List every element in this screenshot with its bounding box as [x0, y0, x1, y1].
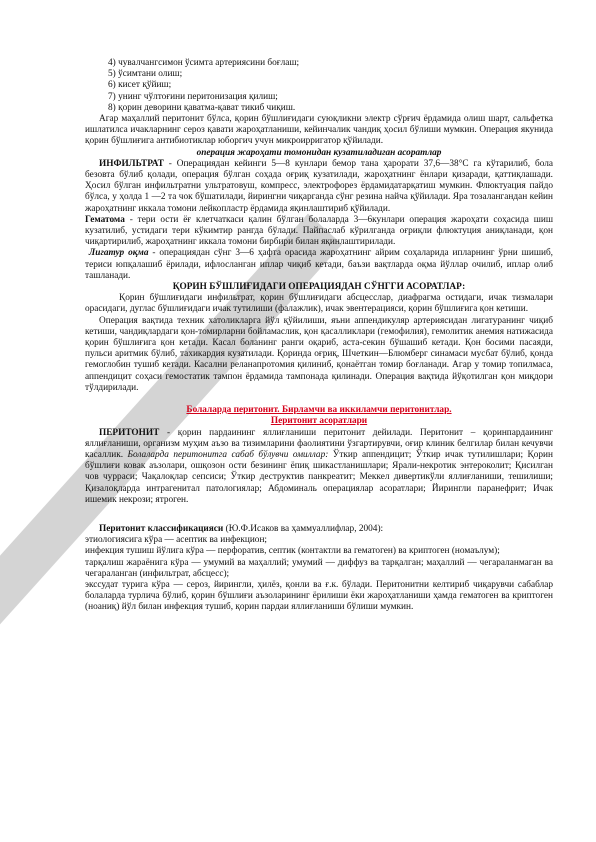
list-item: 7) унинг чўлтоғини перитонизация қилиш; [108, 91, 278, 102]
infiltrat-text: - Операциядан кейинги 5—8 кунлари бемор тана ҳарорати 37,6—38°С га кўтарилиб, бола безовта бўлиб қолади, операция бўлган соҳада оғриқ кузатилади, жароҳатнинг ёнлари қизаради, қаттиқлашади. Ҳосил бўлган инфильтратни ультратовуш, компресс, электрофорез ёрдамидатарқатиш мумкин. Флюктуация пайдо бўлса, у ҳолда 1 —2 та чок бўшатилади, йирингни чиқарганда сўнг резина найча қўйилади. Яра тозалангандан кейин жароҳатнинг иккала томони лейкопластр ёрдамида яқинлаштириб қўйилади. [85, 158, 553, 214]
heading-late-complications: ҚОРИН БЎШЛИҒИДАГИ ОПЕРАЦИЯДАН СЎНГГИ АСОРАТЛАР: [172, 282, 466, 293]
gematoma-text: - тери ости ёғ клетчаткаси қалин бўлган болаларда 3—6кунлари операция жароҳати соҳасида шиш кузатилиб, устидаги тери кўкимтир рангда бўлади. Пайпаслаб кўрилганда оғриқли флюктуция аниқланади, қон чиқартирилиб, жароҳатнинг иккала томони бирбири билан яқинлаштирилади. [85, 214, 553, 248]
paragraph-gematoma [85, 215, 553, 249]
paragraph-local-peritonitis: Агар маҳаллий перитонит бўлса, қорин бўшлиғидаги суюқликни электр сўрғич ёрдамида олиш шарт, сальфетка ишлатилса ичакларнинг сероз қавати жароҳатланиши, кейинчалик чандиқ ҳосил бўлиши мумкин. Операция якунида қорин бўшлиғига антибиотиклар юборгич учун микроирригатор қўйилади. [85, 114, 553, 147]
peritonit-causes-label: Болаларда перитонитга сабаб бўлувчи омиллар: [127, 449, 329, 460]
spacer [85, 394, 553, 405]
classification-source: (Ю.Ф.Исаков ва ҳаммуаллифлар, 2004): [223, 523, 384, 534]
paragraph-bleeding: Операция вақтида техник хатоликларга йўл қўйилиши, яъни аппендикуляр артериясидан лигатуранинг чиқиб кетиши, чандиқлардаги қон-томирларни бойламаслик, қон қасалликлари (гемофилия), гемолитик анемия натижасида қорин бўшлиғига қон кетади. Касал боланинг ранги оқариб, аста-секин бўшашиб кетади. Қон босими пасаяди, пульси аритмик бўлиб, тахикардия кузатилади. Қоринда оғриқ, Шчеткин—Блюмберг синамаси мусбат бўлиб, қонда гемоглобин тушиб кетади. Касални реланапротомия қилиниб, қонаётган томир боғланади. Агар у томир топилмаса, аппендицит соҳаси гемостатик тампон ёрдамида тампонада қилинади. Операция вақтида йўқотилган қон миқдори тўлдирилади. [85, 315, 553, 393]
list-item: 8) қорин деворини қаватма-қават тикиб чиқиш. [108, 102, 296, 113]
red-title-peritonitis: Болаларда перитонит. Бирламчи ва иккиламчи перитонитлар. [186, 405, 452, 416]
spacer [85, 506, 553, 524]
subheading-wound-complications: операция жароҳати томонидан кузатиладиган асоратлар [196, 147, 442, 158]
term-gematoma: Гематома [85, 214, 125, 225]
paragraph-infiltrat [85, 159, 553, 215]
ligatur-text: - операциядан сўнг 3—6 ҳафта орасида жароҳатнинг айрим соҳаларида ипларнинг ўрни шишиб, териси юпқалашиб ёрилади, ифлосланган иплар чиқиб кетади, баъзи вақтларда оқма йўллар очилиб, иплар олиб ташланади. [85, 248, 554, 281]
term-ligatur: Лигатур оқма [88, 248, 149, 259]
list-item: 5) ўсимтани олиш; [108, 69, 183, 80]
peritonit-text: - қорин пардаининг яллиғланиши перитонит дейилади. Перитонит – қоринпардаининг яллиғланиши, организм муҳим аъзо ва тизимларини фаолиятини ўзгартирувчи, оғир клиник белгилар билан кечувчи касаллик. [85, 427, 553, 460]
classification-line: экссудат турига кўра — сероз, йирингли, ҳилёз, қонли ва ғ.к. бўлади. Перитонитни келтириб чиқарувчи сабаблар болаларда турлича бўлиб, қорин бўшлиғи аъзоларининг ёрилиши ёки жароҳатланиши ҳамда гематоген ва криптоген (ноаниқ) йўл билан инфекция тушиб, қорин пардаи яллиғланиши бўлиши мумкин. [85, 579, 553, 613]
term-peritonit: ПЕРИТОНИТ [99, 427, 160, 438]
paragraph-ligatur [85, 248, 553, 282]
peritonit-causes: Ўткир аппендицит; Ўткир ичак тутилишлари; Қорин бўшлиғи ковак аъзолари, ошқозон ости безининг ёпиқ шикастланишлари; Ярали-некротик энтероколит; Қисилган чов чурраси; Чақалоқлар сепсиси; Ўткир деструктив панкреатит; Меккел дивертикўли яллиғланиши, тешилиши; Қизалоқларда интрагенитал патологиялар; Абдоминаль операциялар асоратлари; Йирингли паранефрит; Ичак ишемик некрози; ятроген. [85, 449, 553, 505]
classification-line: тарқалиш жараёнига кўра — умумий ва маҳаллий; умумий — диффуз ва тарқалган; маҳаллий — чегараланмаган ва чегараланган (инфильтрат, абсцесс); [85, 557, 553, 579]
list-item: 6) кисет қўйиш; [108, 80, 172, 91]
term-classification: Перитонит классификацияси [99, 523, 224, 534]
paragraph-late-list: Қорин бўшлиғидаги инфильтрат, қорин бўшлиғидаги абсцесслар, диафрагма остидаги, ичак тизмалари орасидаги, дуглас бўшлиғидаги ичак тутилиши (фалажлик), ичак эвентерацияси, қорин бўшлиғига қон кетиши. [85, 293, 553, 315]
list-item: 4) чувалчангсимон ўсимта артериясини боғлаш; [108, 58, 300, 68]
classification-line: этиологиясига кўра — асептик ва инфекцион; [85, 535, 267, 546]
document-page [85, 58, 553, 614]
term-infiltrat: ИНФИЛЬТРАТ [99, 158, 164, 169]
paragraph-classification-title [85, 524, 553, 535]
paragraph-peritonit [85, 428, 553, 506]
operation-steps-list [85, 58, 553, 114]
red-title-complications: Перитонит асоратлари [270, 416, 368, 427]
classification-line: инфекция тушиш йўлига кўра — перфоратив, септик (контактли ва гематоген) ва криптоген (номаълум); [85, 546, 500, 557]
